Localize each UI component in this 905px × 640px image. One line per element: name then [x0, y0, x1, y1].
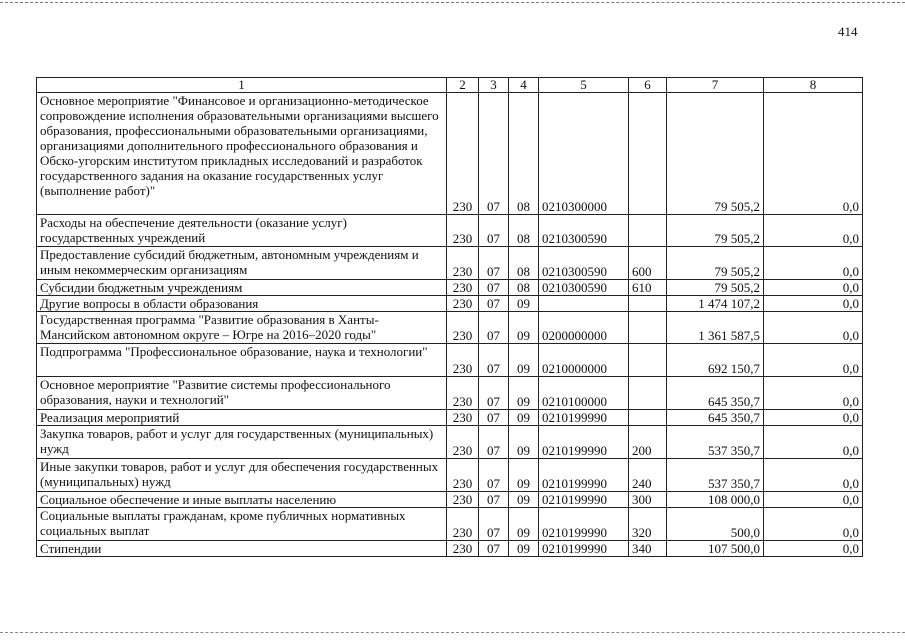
row-description: Стипендии	[37, 541, 447, 557]
cell-subsection: 09	[509, 312, 539, 344]
cell-amount-2: 0,0	[764, 296, 863, 312]
cell-code: 230	[447, 215, 479, 247]
cell-section: 07	[479, 459, 509, 492]
cell-expense-type: 200	[629, 426, 667, 459]
cell-expense-type: 600	[629, 247, 667, 280]
cell-section: 07	[479, 247, 509, 280]
cell-subsection: 09	[509, 508, 539, 541]
table-row	[37, 215, 863, 247]
cell-target-article: 0210199990	[539, 508, 629, 541]
cell-target-article: 0210199990	[539, 541, 629, 557]
table-row	[37, 312, 863, 344]
column-header: 4	[509, 78, 539, 93]
cell-expense-type: 320	[629, 508, 667, 541]
cell-amount: 107 500,0	[667, 541, 764, 557]
row-description: Государственная программа "Развитие образования в Ханты-Мансийском автономном округе – Югре на 2016–2020 годы"	[37, 312, 447, 344]
row-description: Расходы на обеспечение деятельности (оказание услуг) государственных учреждений	[37, 215, 447, 247]
cell-amount-2: 0,0	[764, 280, 863, 296]
table-row	[37, 93, 863, 215]
row-description: Основное мероприятие "Развитие системы профессионального образования, науки и технологий"	[37, 377, 447, 410]
cell-code: 230	[447, 492, 479, 508]
cell-section: 07	[479, 541, 509, 557]
table-row	[37, 508, 863, 541]
cell-amount: 500,0	[667, 508, 764, 541]
table-row	[37, 377, 863, 410]
cell-subsection: 08	[509, 93, 539, 215]
cell-amount-2: 0,0	[764, 426, 863, 459]
cell-section: 07	[479, 426, 509, 459]
cell-target-article: 0210300590	[539, 280, 629, 296]
cell-code: 230	[447, 459, 479, 492]
column-header: 5	[539, 78, 629, 93]
table-row	[37, 280, 863, 296]
table-row	[37, 410, 863, 426]
cell-subsection: 09	[509, 344, 539, 377]
row-description: Закупка товаров, работ и услуг для государственных (муниципальных) нужд	[37, 426, 447, 459]
column-header: 3	[479, 78, 509, 93]
cell-section: 07	[479, 377, 509, 410]
cell-amount: 537 350,7	[667, 426, 764, 459]
column-header: 7	[667, 78, 764, 93]
table-row	[37, 247, 863, 280]
cell-code: 230	[447, 377, 479, 410]
cell-amount: 79 505,2	[667, 247, 764, 280]
table-row	[37, 492, 863, 508]
cell-target-article: 0210199990	[539, 459, 629, 492]
bottom-scan-border	[0, 632, 905, 633]
cell-expense-type	[629, 215, 667, 247]
cell-expense-type: 610	[629, 280, 667, 296]
cell-target-article: 0210199990	[539, 426, 629, 459]
cell-expense-type	[629, 296, 667, 312]
cell-subsection: 09	[509, 459, 539, 492]
cell-amount-2: 0,0	[764, 492, 863, 508]
cell-code: 230	[447, 247, 479, 280]
column-header: 6	[629, 78, 667, 93]
row-description: Подпрограмма "Профессиональное образование, наука и технологии"	[37, 344, 447, 377]
row-description: Реализация мероприятий	[37, 410, 447, 426]
cell-subsection: 09	[509, 541, 539, 557]
cell-expense-type	[629, 93, 667, 215]
cell-amount: 1 361 587,5	[667, 312, 764, 344]
column-header: 2	[447, 78, 479, 93]
cell-code: 230	[447, 93, 479, 215]
cell-expense-type: 240	[629, 459, 667, 492]
cell-target-article: 0210300590	[539, 247, 629, 280]
cell-subsection: 08	[509, 280, 539, 296]
cell-code: 230	[447, 312, 479, 344]
cell-amount: 537 350,7	[667, 459, 764, 492]
cell-code: 230	[447, 344, 479, 377]
cell-code: 230	[447, 508, 479, 541]
cell-amount-2: 0,0	[764, 541, 863, 557]
cell-amount: 692 150,7	[667, 344, 764, 377]
cell-subsection: 09	[509, 410, 539, 426]
cell-section: 07	[479, 508, 509, 541]
cell-amount-2: 0,0	[764, 93, 863, 215]
cell-expense-type	[629, 410, 667, 426]
table-row	[37, 426, 863, 459]
cell-amount-2: 0,0	[764, 312, 863, 344]
cell-amount: 108 000,0	[667, 492, 764, 508]
cell-amount-2: 0,0	[764, 247, 863, 280]
column-header: 8	[764, 78, 863, 93]
cell-amount-2: 0,0	[764, 377, 863, 410]
cell-code: 230	[447, 426, 479, 459]
cell-subsection: 09	[509, 426, 539, 459]
cell-code: 230	[447, 410, 479, 426]
cell-code: 230	[447, 296, 479, 312]
cell-subsection: 09	[509, 296, 539, 312]
cell-target-article: 0210300590	[539, 215, 629, 247]
cell-section: 07	[479, 296, 509, 312]
cell-amount-2: 0,0	[764, 410, 863, 426]
cell-section: 07	[479, 344, 509, 377]
cell-code: 230	[447, 280, 479, 296]
top-scan-border	[0, 2, 905, 3]
cell-expense-type	[629, 377, 667, 410]
cell-subsection: 09	[509, 377, 539, 410]
cell-target-article: 0210000000	[539, 344, 629, 377]
table-row	[37, 541, 863, 557]
row-description: Основное мероприятие "Финансовое и организационно-методическое сопровождение исполнения образовательными организациями высшего образования, профессиональными образовательными организациями, организациями дополнительного профессионального образования и Обско-угорским институтом прикладных исследований и разработок государственного задания на оказание государственных услуг (выполнение работ)"	[37, 93, 447, 215]
table-row	[37, 344, 863, 377]
cell-section: 07	[479, 492, 509, 508]
cell-subsection: 08	[509, 247, 539, 280]
cell-target-article	[539, 296, 629, 312]
row-description: Социальное обеспечение и иные выплаты населению	[37, 492, 447, 508]
row-description: Субсидии бюджетным учреждениям	[37, 280, 447, 296]
cell-amount: 79 505,2	[667, 280, 764, 296]
table-header-row	[37, 78, 863, 93]
cell-target-article: 0200000000	[539, 312, 629, 344]
cell-amount: 645 350,7	[667, 377, 764, 410]
cell-expense-type	[629, 344, 667, 377]
cell-subsection: 08	[509, 215, 539, 247]
cell-expense-type	[629, 312, 667, 344]
table-row	[37, 296, 863, 312]
row-description: Другие вопросы в области образования	[37, 296, 447, 312]
table-row	[37, 459, 863, 492]
cell-section: 07	[479, 93, 509, 215]
cell-amount: 1 474 107,2	[667, 296, 764, 312]
cell-code: 230	[447, 541, 479, 557]
cell-target-article: 0210300000	[539, 93, 629, 215]
cell-amount-2: 0,0	[764, 459, 863, 492]
cell-amount: 645 350,7	[667, 410, 764, 426]
cell-amount-2: 0,0	[764, 344, 863, 377]
cell-expense-type: 300	[629, 492, 667, 508]
budget-table	[36, 77, 863, 557]
cell-target-article: 0210199990	[539, 410, 629, 426]
cell-section: 07	[479, 280, 509, 296]
row-description: Социальные выплаты гражданам, кроме публичных нормативных социальных выплат	[37, 508, 447, 541]
page-number: 414	[838, 24, 858, 39]
row-description: Иные закупки товаров, работ и услуг для обеспечения государственных (муниципальных) нужд	[37, 459, 447, 492]
cell-target-article: 0210199990	[539, 492, 629, 508]
cell-target-article: 0210100000	[539, 377, 629, 410]
cell-amount-2: 0,0	[764, 215, 863, 247]
column-header: 1	[37, 78, 447, 93]
cell-section: 07	[479, 312, 509, 344]
cell-section: 07	[479, 215, 509, 247]
cell-amount: 79 505,2	[667, 93, 764, 215]
row-description: Предоставление субсидий бюджетным, автономным учреждениям и иным некоммерческим организациям	[37, 247, 447, 280]
cell-amount: 79 505,2	[667, 215, 764, 247]
cell-subsection: 09	[509, 492, 539, 508]
cell-amount-2: 0,0	[764, 508, 863, 541]
cell-expense-type: 340	[629, 541, 667, 557]
cell-section: 07	[479, 410, 509, 426]
